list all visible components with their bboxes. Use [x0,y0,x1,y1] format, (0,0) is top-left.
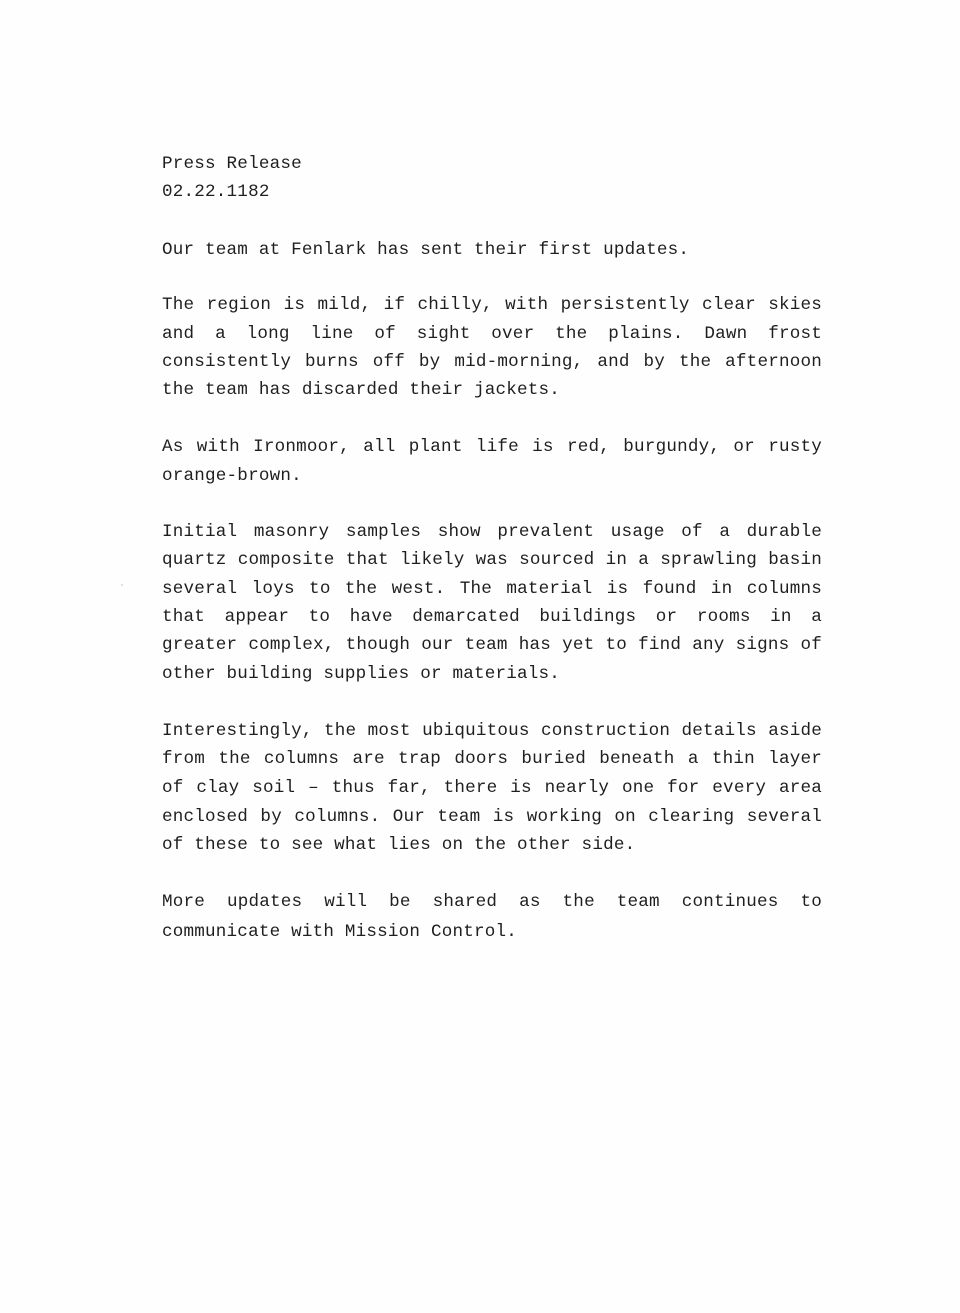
paper-speck [121,584,123,586]
document-date: 02.22.1182 [162,182,270,202]
document-title: Press Release [162,154,302,174]
paragraph-intro: Our team at Fenlark has sent their first updates. [162,240,690,260]
paragraph-region: The region is mild, if chilly, with persistently clear skies and a long line of sight over the plains. Dawn frost consistently burns off by mid-morning, and by the afternoon the team has discarded their jackets. [162,295,822,401]
paragraph-masonry: Initial masonry samples show prevalent usage of a durable quartz composite that likely was sourced in a sprawling basin several loys to the west. The material is found in columns that appear to have demarcated buildings or rooms in a greater complex, though our team has yet to find any signs of other building supplies or materials. [162,522,822,684]
paragraph-plant-life: As with Ironmoor, all plant life is red, burgundy, or rusty orange-brown. [162,437,822,486]
paragraph-trap-doors: Interestingly, the most ubiquitous construction details aside from the columns are trap doors buried beneath a thin layer of clay soil – thus far, there is nearly one for every area enclosed by columns. Our team is working on clearing several of these to see what lies on the other side. [162,720,822,856]
press-release-document [162,150,822,947]
paragraph-closing: More updates will be shared as the team continues to communicate with Mission Control. [162,891,822,942]
